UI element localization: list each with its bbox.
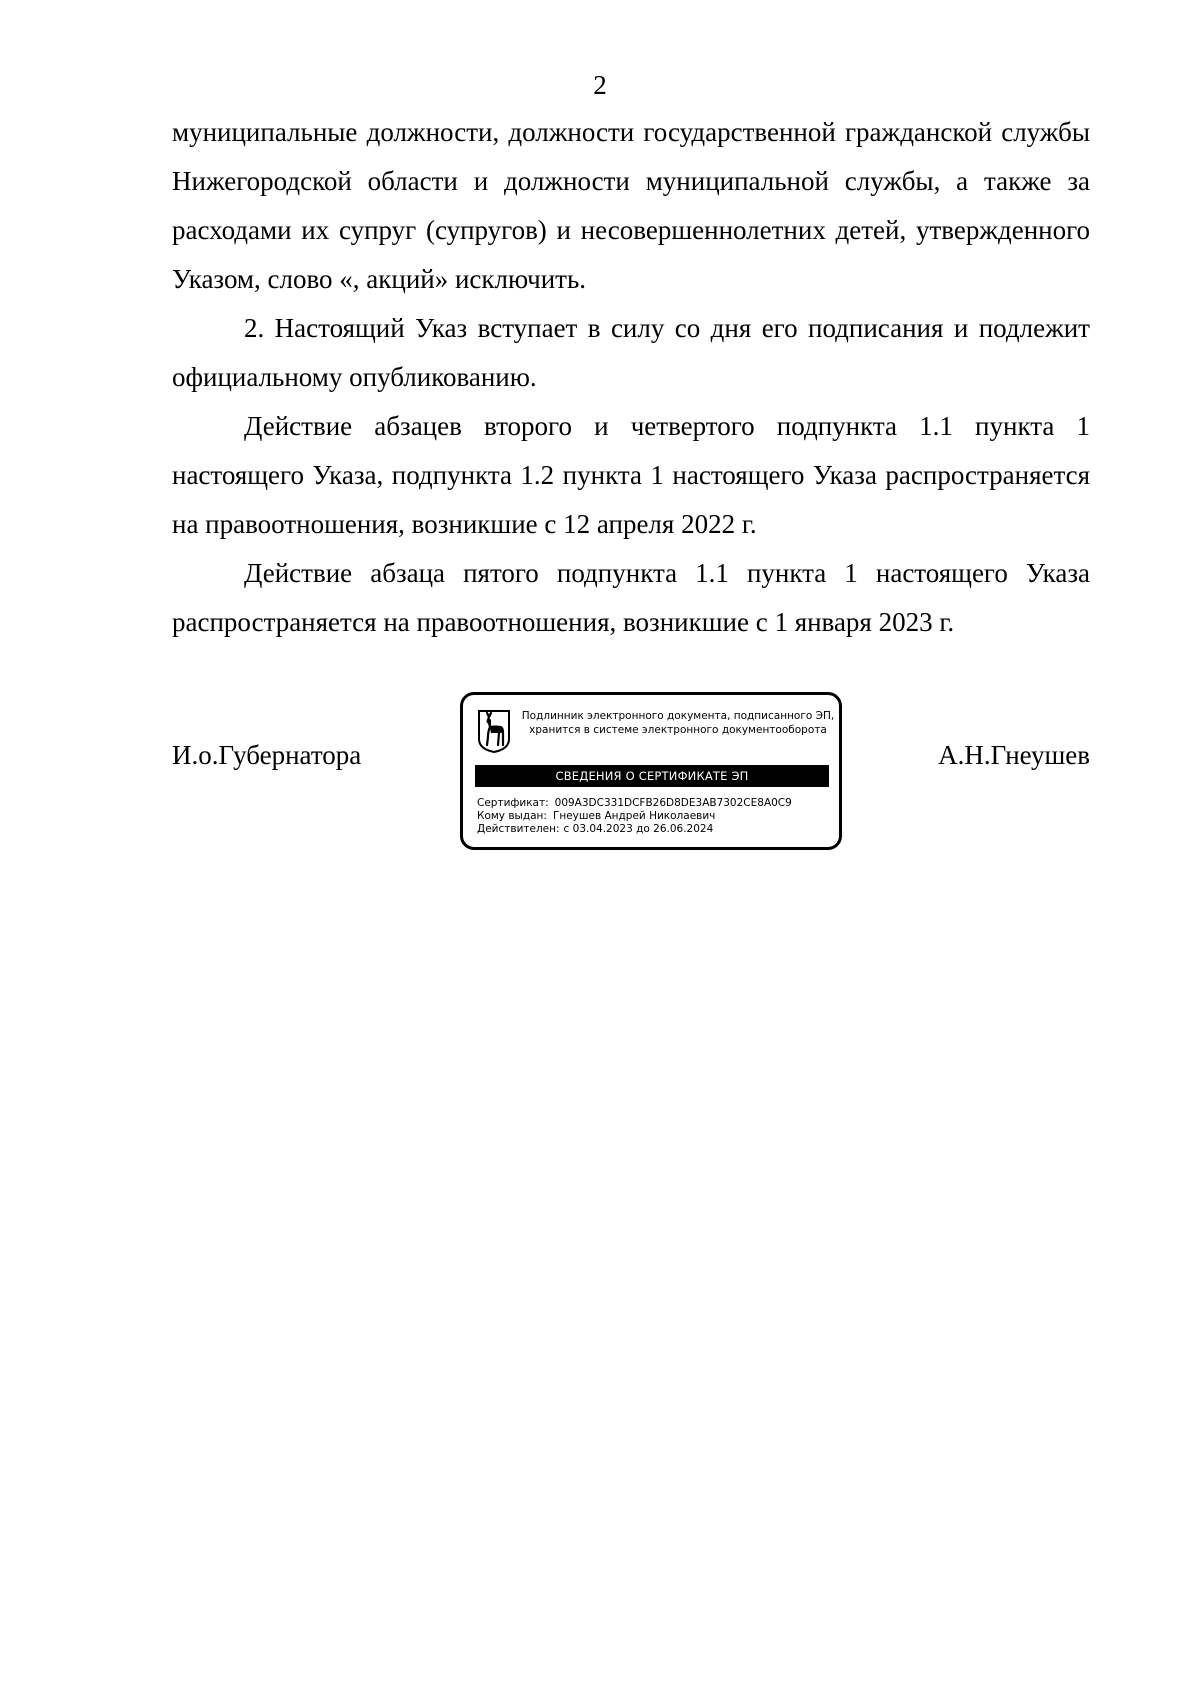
stamp-header-line-1: Подлинник электронного документа, подписанного ЭП,	[521, 710, 835, 722]
certificate-label: Сертификат:	[477, 797, 549, 809]
signatory-position: И.о.Губернатора	[172, 740, 362, 770]
issued-to-label: Кому выдан:	[477, 810, 547, 822]
signature-block	[172, 692, 1090, 858]
stamp-header-line-2: хранится в системе электронного документооборота	[529, 724, 827, 736]
validity-value: с 03.04.2023 до 26.06.2024	[563, 823, 714, 835]
electronic-signature-stamp	[460, 692, 842, 850]
document-body	[172, 108, 1090, 647]
paragraph-item-2: 2. Настоящий Указ вступает в силу со дня его подписания и подлежит официальному опубликованию.	[172, 313, 1090, 392]
certificate-info-bar: СВЕДЕНИЯ О СЕРТИФИКАТЕ ЭП	[475, 765, 829, 787]
validity-label: Действителен:	[477, 823, 560, 835]
paragraph-effect-subpoints: Действие абзацев второго и четвертого подпункта 1.1 пункта 1 настоящего Указа, подпункта 1.2 пункта 1 настоящего Указа распространяется на правоотношения, возникшие с 12 апреля 2022 г.	[172, 411, 1090, 539]
certificate-details	[477, 797, 831, 836]
deer-emblem-icon	[477, 709, 511, 753]
issued-to-value: Гнеушев Андрей Николаевич	[552, 810, 716, 822]
stamp-header	[519, 709, 837, 737]
certificate-number-row	[477, 797, 831, 810]
validity-row	[477, 823, 831, 836]
certificate-value: 009A3DC331DCFB26D8DE3AB7302CE8A0C9	[554, 797, 792, 809]
paragraph-effect-fifth: Действие абзаца пятого подпункта 1.1 пункта 1 настоящего Указа распространяется на правоотношения, возникшие с 1 января 2023 г.	[172, 558, 1090, 637]
page-number: 2	[593, 70, 607, 100]
signatory-name: А.Н.Гнеушев	[938, 740, 1090, 770]
paragraph-continuation: муниципальные должности, должности государственной гражданской службы Нижегородской области и должности муниципальной службы, а также за расходами их супруг (супругов) и несовершеннолетних детей, утвержденного Указом, слово «, акций» исключить.	[172, 117, 1090, 294]
issued-to-row	[477, 810, 831, 823]
